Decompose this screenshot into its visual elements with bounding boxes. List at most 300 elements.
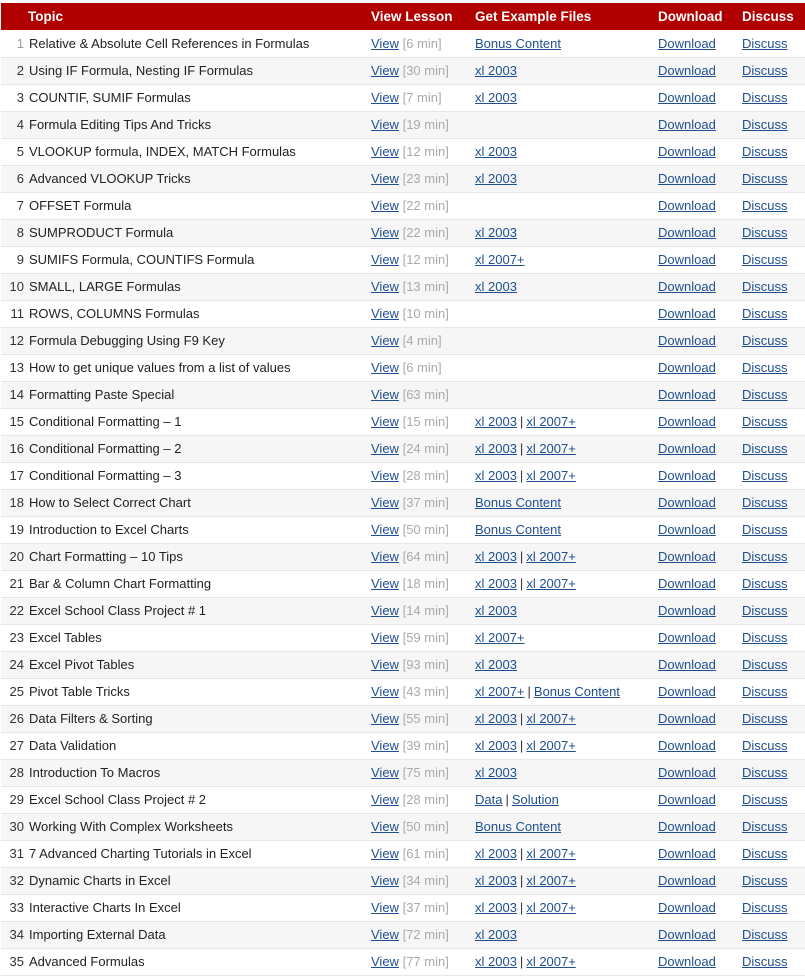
table-row [1, 165, 805, 192]
view-lesson-link[interactable]: View [371, 63, 399, 78]
view-lesson-cell [370, 354, 474, 381]
example-file-link[interactable]: xl 2003 [475, 279, 517, 294]
topic-cell [1, 732, 370, 759]
lesson-number: 32 [9, 873, 24, 888]
discuss-link[interactable]: Discuss [742, 306, 788, 321]
download-link[interactable]: Download [658, 252, 716, 267]
discuss-cell [742, 921, 805, 948]
discuss-cell [742, 219, 805, 246]
view-lesson-cell [370, 408, 474, 435]
topic-cell [1, 624, 370, 651]
topic-cell [1, 165, 370, 192]
example-file-link[interactable]: xl 2007+ [526, 441, 576, 456]
download-link[interactable]: Download [658, 198, 716, 213]
discuss-link[interactable]: Discuss [742, 603, 788, 618]
example-file-link[interactable]: xl 2003 [475, 468, 517, 483]
download-cell [658, 300, 742, 327]
lesson-duration: [13 min] [402, 279, 449, 294]
view-lesson-link[interactable]: View [371, 603, 399, 618]
view-lesson-link[interactable]: View [371, 144, 399, 159]
view-lesson-link[interactable]: View [371, 225, 399, 240]
example-file-link[interactable]: Bonus Content [475, 495, 562, 510]
view-lesson-cell [370, 516, 474, 543]
download-cell [658, 435, 742, 462]
lesson-duration: [34 min] [402, 873, 449, 888]
view-lesson-link[interactable]: View [371, 387, 399, 402]
table-row [1, 867, 805, 894]
discuss-link[interactable]: Discuss [742, 90, 788, 105]
download-cell [658, 732, 742, 759]
download-link[interactable]: Download [658, 63, 716, 78]
lesson-duration: [10 min] [402, 306, 449, 321]
download-link[interactable]: Download [658, 333, 716, 348]
view-lesson-link[interactable]: View [371, 171, 399, 186]
example-file-link[interactable]: xl 2003 [475, 873, 517, 888]
example-file-link[interactable]: Bonus Content [533, 684, 620, 699]
lesson-duration: [50 min] [402, 819, 449, 834]
download-link[interactable]: Download [658, 765, 716, 780]
download-link[interactable]: Download [658, 144, 716, 159]
example-file-link[interactable]: xl 2003 [475, 90, 517, 105]
view-lesson-link[interactable]: View [371, 252, 399, 267]
discuss-link[interactable]: Discuss [742, 657, 788, 672]
discuss-link[interactable]: Discuss [742, 198, 788, 213]
discuss-link[interactable]: Discuss [742, 495, 788, 510]
lesson-topic: SUMIFS Formula, COUNTIFS Formula [29, 252, 255, 267]
lesson-topic: ROWS, COLUMNS Formulas [29, 306, 200, 321]
example-file-link[interactable]: xl 2007+ [526, 414, 576, 429]
lesson-duration: [59 min] [402, 630, 449, 645]
topic-cell [1, 651, 370, 678]
example-files-cell [474, 300, 658, 327]
lesson-topic: Conditional Formatting – 2 [29, 441, 182, 456]
view-lesson-link[interactable]: View [371, 630, 399, 645]
discuss-link[interactable]: Discuss [742, 225, 788, 240]
example-file-link[interactable]: xl 2007+ [475, 684, 525, 699]
example-files-cell [474, 894, 658, 921]
example-file-link[interactable]: xl 2007+ [526, 873, 576, 888]
discuss-link[interactable]: Discuss [742, 117, 788, 132]
example-file-link[interactable]: Bonus Content [475, 819, 562, 834]
view-lesson-link[interactable]: View [371, 198, 399, 213]
table-row [1, 408, 805, 435]
lesson-topic: Advanced VLOOKUP Tricks [29, 171, 191, 186]
header-discuss: Discuss [742, 3, 805, 30]
example-file-link[interactable]: xl 2007+ [475, 630, 525, 645]
lesson-topic: Bar & Column Chart Formatting [29, 576, 212, 591]
link-separator: | [527, 684, 531, 699]
link-separator: | [519, 441, 524, 456]
example-file-link[interactable]: xl 2007+ [526, 954, 576, 969]
lesson-number: 29 [9, 792, 24, 807]
discuss-cell [742, 705, 805, 732]
link-separator: | [519, 954, 524, 969]
download-link[interactable]: Download [658, 171, 716, 186]
example-file-link[interactable]: Data [475, 792, 503, 807]
view-lesson-link[interactable]: View [371, 306, 399, 321]
link-separator: | [519, 549, 524, 564]
table-row [1, 705, 805, 732]
example-file-link[interactable]: xl 2003 [475, 171, 517, 186]
lesson-number: 11 [10, 306, 24, 321]
download-link[interactable]: Download [658, 414, 716, 429]
download-link[interactable]: Download [658, 954, 716, 969]
example-file-link[interactable]: xl 2003 [475, 954, 517, 969]
example-file-link[interactable]: xl 2003 [475, 711, 517, 726]
view-lesson-link[interactable]: View [371, 117, 399, 132]
lesson-topic: How to Select Correct Chart [29, 495, 191, 510]
discuss-link[interactable]: Discuss [742, 900, 788, 915]
download-link[interactable]: Download [658, 117, 716, 132]
view-lesson-cell [370, 273, 474, 300]
view-lesson-link[interactable]: View [371, 900, 399, 915]
download-cell [658, 948, 742, 975]
topic-cell [1, 435, 370, 462]
view-lesson-link[interactable]: View [371, 90, 399, 105]
view-lesson-cell [370, 786, 474, 813]
view-lesson-cell [370, 165, 474, 192]
download-link[interactable]: Download [658, 738, 716, 753]
example-file-link[interactable]: Bonus Content [475, 35, 562, 51]
example-files-cell [474, 705, 658, 732]
discuss-cell [742, 516, 805, 543]
discuss-link[interactable]: Discuss [742, 35, 788, 51]
example-file-link[interactable]: xl 2003 [475, 225, 517, 240]
download-cell [658, 219, 742, 246]
lesson-number: 28 [9, 765, 24, 780]
example-files-cell [474, 597, 658, 624]
example-file-link[interactable]: xl 2007+ [526, 900, 576, 915]
topic-cell [1, 30, 370, 57]
topic-cell [1, 597, 370, 624]
lesson-number: 25 [9, 684, 24, 699]
view-lesson-link[interactable]: View [371, 738, 399, 753]
example-files-cell [474, 138, 658, 165]
download-link[interactable]: Download [658, 522, 716, 537]
example-file-link[interactable]: xl 2003 [475, 441, 517, 456]
lesson-topic: Dynamic Charts in Excel [29, 873, 171, 888]
download-cell [658, 57, 742, 84]
lesson-number: 16 [9, 441, 24, 456]
discuss-link[interactable]: Discuss [742, 441, 788, 456]
lesson-duration: [75 min] [402, 765, 449, 780]
discuss-cell [742, 543, 805, 570]
lesson-number: 9 [16, 252, 24, 267]
view-lesson-link[interactable]: View [371, 792, 399, 807]
discuss-link[interactable]: Discuss [742, 873, 788, 888]
discuss-link[interactable]: Discuss [742, 522, 788, 537]
example-file-link[interactable]: xl 2003 [475, 603, 517, 618]
view-lesson-link[interactable]: View [371, 711, 399, 726]
download-link[interactable]: Download [658, 630, 716, 645]
view-lesson-link[interactable]: View [371, 927, 399, 942]
example-file-link[interactable]: xl 2003 [475, 657, 517, 672]
lesson-duration: [30 min] [402, 63, 449, 78]
header-view-lesson: View Lesson [370, 3, 474, 30]
download-link[interactable]: Download [658, 468, 716, 483]
view-lesson-cell [370, 381, 474, 408]
lesson-number: 14 [9, 387, 24, 402]
example-file-link[interactable]: xl 2003 [475, 846, 517, 861]
discuss-link[interactable]: Discuss [742, 333, 788, 348]
lessons-body [1, 30, 805, 975]
topic-cell [1, 462, 370, 489]
example-file-link[interactable]: xl 2003 [475, 738, 517, 753]
example-file-link[interactable]: xl 2007+ [526, 549, 576, 564]
lesson-number: 6 [16, 171, 24, 186]
example-files-cell [474, 462, 658, 489]
topic-cell [1, 894, 370, 921]
lesson-number: 27 [9, 738, 24, 753]
view-lesson-cell [370, 705, 474, 732]
download-cell [658, 273, 742, 300]
discuss-link[interactable]: Discuss [742, 954, 788, 969]
discuss-link[interactable]: Discuss [742, 684, 788, 699]
view-lesson-link[interactable]: View [371, 333, 399, 348]
view-lesson-link[interactable]: View [371, 684, 399, 699]
view-lesson-link[interactable]: View [371, 873, 399, 888]
table-row [1, 84, 805, 111]
table-row [1, 786, 805, 813]
download-link[interactable]: Download [658, 360, 716, 375]
lesson-duration: [64 min] [402, 549, 449, 564]
table-row [1, 759, 805, 786]
lesson-topic: VLOOKUP formula, INDEX, MATCH Formulas [29, 144, 296, 159]
topic-cell [1, 192, 370, 219]
table-row [1, 678, 805, 705]
example-files-cell [474, 30, 658, 57]
link-separator: | [519, 738, 524, 753]
download-link[interactable]: Download [658, 846, 716, 861]
lesson-duration: [24 min] [402, 441, 449, 456]
download-link[interactable]: Download [658, 603, 716, 618]
example-file-link[interactable]: xl 2003 [475, 576, 517, 591]
lesson-number: 19 [9, 522, 24, 537]
example-files-cell [474, 516, 658, 543]
lesson-duration: [6 min] [402, 360, 442, 375]
example-file-link[interactable]: Solution [511, 792, 559, 807]
example-files-cell [474, 759, 658, 786]
discuss-link[interactable]: Discuss [742, 144, 788, 159]
discuss-cell [742, 246, 805, 273]
header-download: Download [658, 3, 742, 30]
lesson-number: 15 [9, 414, 24, 429]
lesson-duration: [22 min] [402, 198, 449, 213]
example-files-cell [474, 111, 658, 138]
download-link[interactable]: Download [658, 441, 716, 456]
discuss-link[interactable]: Discuss [742, 279, 788, 294]
lesson-duration: [77 min] [402, 954, 449, 969]
example-file-link[interactable]: xl 2007+ [526, 846, 576, 861]
download-cell [658, 165, 742, 192]
lesson-duration: [37 min] [402, 900, 449, 915]
view-lesson-link[interactable]: View [371, 441, 399, 456]
example-files-cell [474, 678, 658, 705]
example-file-link[interactable]: xl 2007+ [526, 576, 576, 591]
topic-cell [1, 543, 370, 570]
table-row [1, 273, 805, 300]
view-lesson-link[interactable]: View [371, 549, 399, 564]
discuss-link[interactable]: Discuss [742, 63, 788, 78]
discuss-link[interactable]: Discuss [742, 819, 788, 834]
discuss-link[interactable]: Discuss [742, 846, 788, 861]
lesson-duration: [12 min] [402, 144, 449, 159]
discuss-link[interactable]: Discuss [742, 738, 788, 753]
example-file-link[interactable]: xl 2007+ [526, 738, 576, 753]
view-lesson-link[interactable]: View [371, 35, 399, 51]
download-link[interactable]: Download [658, 495, 716, 510]
example-file-link[interactable]: xl 2003 [475, 414, 517, 429]
discuss-link[interactable]: Discuss [742, 414, 788, 429]
discuss-link[interactable]: Discuss [742, 468, 788, 483]
example-file-link[interactable]: xl 2003 [475, 63, 517, 78]
discuss-link[interactable]: Discuss [742, 576, 788, 591]
example-file-link[interactable]: xl 2003 [475, 765, 517, 780]
download-cell [658, 678, 742, 705]
example-files-cell [474, 408, 658, 435]
download-cell [658, 543, 742, 570]
discuss-cell [742, 300, 805, 327]
lesson-topic: Advanced Formulas [29, 954, 145, 969]
topic-cell [1, 921, 370, 948]
discuss-link[interactable]: Discuss [742, 792, 788, 807]
view-lesson-cell [370, 327, 474, 354]
download-link[interactable]: Download [658, 549, 716, 564]
discuss-cell [742, 759, 805, 786]
lesson-topic: Excel Pivot Tables [29, 657, 135, 672]
download-cell [658, 624, 742, 651]
lesson-number: 20 [9, 549, 24, 564]
view-lesson-link[interactable]: View [371, 765, 399, 780]
topic-cell [1, 867, 370, 894]
discuss-link[interactable]: Discuss [742, 765, 788, 780]
discuss-link[interactable]: Discuss [742, 927, 788, 942]
topic-cell [1, 408, 370, 435]
download-link[interactable]: Download [658, 927, 716, 942]
example-files-cell [474, 57, 658, 84]
discuss-link[interactable]: Discuss [742, 252, 788, 267]
download-link[interactable]: Download [658, 387, 716, 402]
lesson-number: 1 [16, 35, 24, 51]
example-files-cell [474, 219, 658, 246]
discuss-link[interactable]: Discuss [742, 171, 788, 186]
example-file-link[interactable]: xl 2007+ [475, 252, 525, 267]
download-link[interactable]: Download [658, 900, 716, 915]
download-cell [658, 759, 742, 786]
view-lesson-cell [370, 948, 474, 975]
lesson-duration: [72 min] [402, 927, 449, 942]
discuss-link[interactable]: Discuss [742, 711, 788, 726]
download-cell [658, 840, 742, 867]
example-file-link[interactable]: xl 2007+ [526, 711, 576, 726]
lesson-duration: [7 min] [402, 90, 442, 105]
lesson-number: 26 [9, 711, 24, 726]
download-link[interactable]: Download [658, 90, 716, 105]
lesson-number: 4 [16, 117, 24, 132]
lesson-duration: [14 min] [402, 603, 449, 618]
discuss-cell [742, 381, 805, 408]
view-lesson-link[interactable]: View [371, 414, 399, 429]
view-lesson-link[interactable]: View [371, 360, 399, 375]
lesson-duration: [18 min] [402, 576, 449, 591]
download-link[interactable]: Download [658, 657, 716, 672]
lesson-number: 35 [9, 954, 24, 969]
example-file-link[interactable]: xl 2007+ [526, 468, 576, 483]
table-row [1, 597, 805, 624]
table-row [1, 327, 805, 354]
download-link[interactable]: Download [658, 225, 716, 240]
download-link[interactable]: Download [658, 279, 716, 294]
table-row [1, 489, 805, 516]
view-lesson-cell [370, 435, 474, 462]
view-lesson-link[interactable]: View [371, 954, 399, 969]
view-lesson-link[interactable]: View [371, 522, 399, 537]
discuss-link[interactable]: Discuss [742, 549, 788, 564]
view-lesson-link[interactable]: View [371, 657, 399, 672]
table-row [1, 192, 805, 219]
discuss-link[interactable]: Discuss [742, 387, 788, 402]
download-link[interactable]: Download [658, 792, 716, 807]
example-file-link[interactable]: Bonus Content [475, 522, 562, 537]
download-link[interactable]: Download [658, 711, 716, 726]
topic-cell [1, 327, 370, 354]
lesson-topic: SUMPRODUCT Formula [29, 225, 174, 240]
download-cell [658, 138, 742, 165]
download-cell [658, 111, 742, 138]
topic-cell [1, 948, 370, 975]
discuss-link[interactable]: Discuss [742, 630, 788, 645]
link-separator: | [519, 414, 524, 429]
download-cell [658, 489, 742, 516]
view-lesson-link[interactable]: View [371, 468, 399, 483]
view-lesson-link[interactable]: View [371, 495, 399, 510]
view-lesson-link[interactable]: View [371, 279, 399, 294]
topic-cell [1, 300, 370, 327]
lesson-duration: [12 min] [402, 252, 449, 267]
example-files-cell [474, 813, 658, 840]
download-link[interactable]: Download [658, 819, 716, 834]
view-lesson-link[interactable]: View [371, 846, 399, 861]
lesson-number: 17 [9, 468, 24, 483]
lesson-topic: Formula Editing Tips And Tricks [29, 117, 212, 132]
example-file-link[interactable]: xl 2003 [475, 900, 517, 915]
view-lesson-link[interactable]: View [371, 819, 399, 834]
example-files-cell [474, 489, 658, 516]
example-file-link[interactable]: xl 2003 [475, 144, 517, 159]
lesson-number: 8 [16, 225, 24, 240]
download-link[interactable]: Download [658, 306, 716, 321]
view-lesson-link[interactable]: View [371, 576, 399, 591]
view-lesson-cell [370, 30, 474, 57]
link-separator: | [519, 711, 524, 726]
example-file-link[interactable]: xl 2003 [475, 549, 517, 564]
discuss-cell [742, 327, 805, 354]
discuss-cell [742, 30, 805, 57]
example-files-cell [474, 840, 658, 867]
example-files-cell [474, 84, 658, 111]
lesson-topic: Pivot Table Tricks [29, 684, 130, 699]
lesson-topic: Excel School Class Project # 2 [29, 792, 207, 807]
download-link[interactable]: Download [658, 35, 716, 51]
download-link[interactable]: Download [658, 873, 716, 888]
discuss-link[interactable]: Discuss [742, 360, 788, 375]
lesson-number: 3 [16, 90, 24, 105]
download-link[interactable]: Download [658, 576, 716, 591]
download-link[interactable]: Download [658, 684, 716, 699]
example-file-link[interactable]: xl 2003 [475, 927, 517, 942]
link-separator: | [505, 792, 509, 807]
discuss-cell [742, 624, 805, 651]
